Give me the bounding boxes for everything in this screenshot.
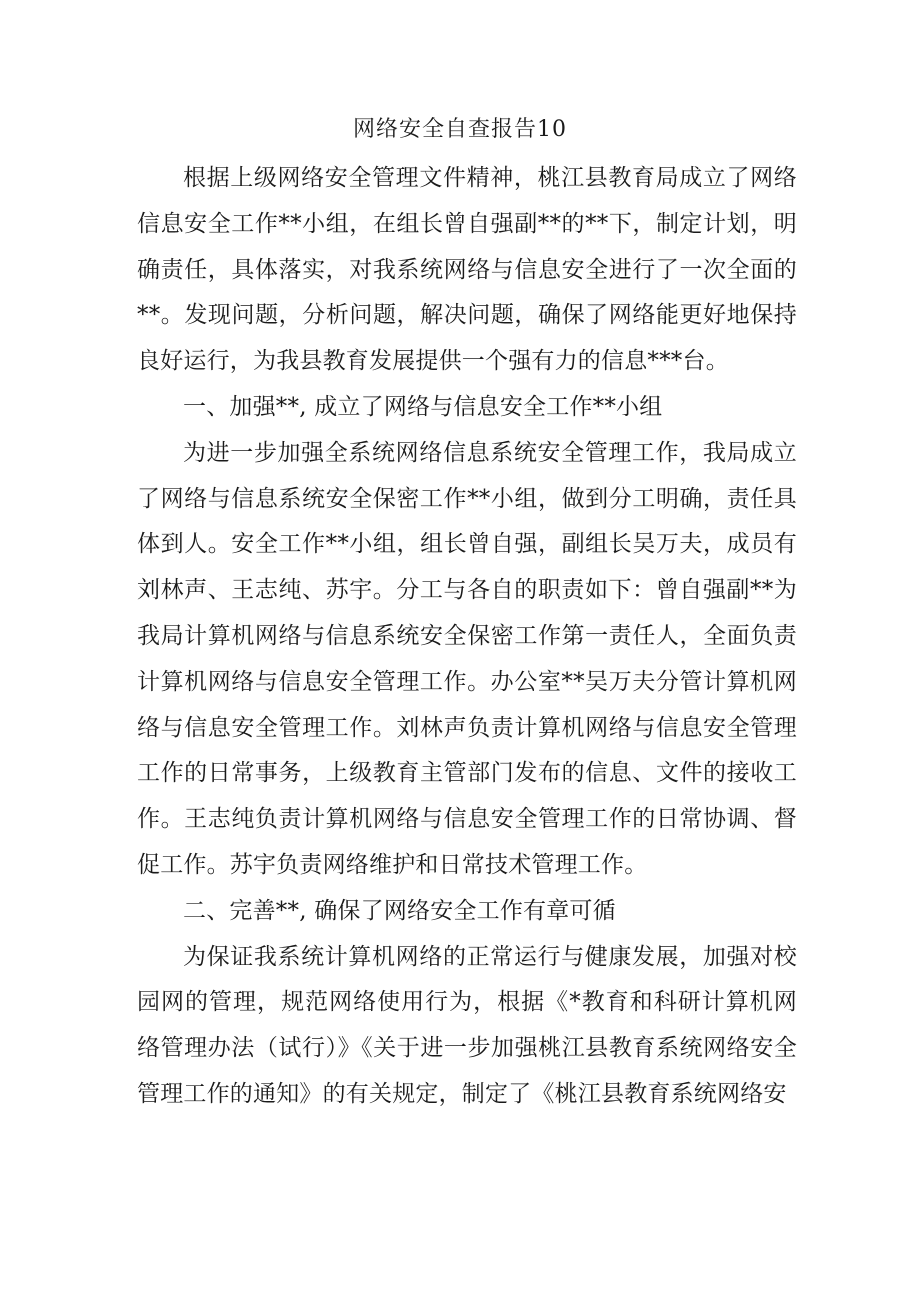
paragraph-section-1: 为进一步加强全系统网络信息系统安全管理工作，我局成立了网络与信息系统安全保密工作**小组，做到分工明确，责任具体到人。安全工作**小组，组长曾自强，副组长吴万夫，成员有刘林声、王志纯、苏宇。分工与各自的职责如下：曾自强副**为我局计算机网络与信息系统安全保密工作第一责任人，全面负责计算机网络与信息安全管理工作。办公室**吴万夫分管计算机网络与信息安全管理工作。刘林声负责计算机网络与信息安全管理工作的日常事务，上级教育主管部门发布的信息、文件的接收工作。王志纯负责计算机网络与信息安全管理工作的日常协调、督促工作。苏宇负责网络维护和日常技术管理工作。	[137, 439, 797, 878]
section-heading-1: 一、加强**, 成立了网络与信息安全工作**小组	[183, 393, 663, 420]
paragraph-intro: 根据上级网络安全管理文件精神，桃江县教育局成立了网络信息安全工作**小组，在组长曾自强副**的**下，制定计划，明确责任，具体落实，对我系统网络与信息安全进行了一次全面的**。发现问题，分析问题，解决问题，确保了网络能更好地保持良好运行，为我县教育发展提供一个强有力的信息***台。	[137, 165, 797, 375]
document-body	[137, 156, 797, 1118]
paragraph-section-2: 为保证我系统计算机网络的正常运行与健康发展，加强对校园网的管理，规范网络使用行为，根据《*教育和科研计算机网络管理办法（试行）》《关于进一步加强桃江县教育系统网络安全管理工作的通知》的有关规定，制定了《桃江县教育系统网络安	[137, 943, 797, 1107]
section-heading-2: 二、完善**, 确保了网络安全工作有章可循	[183, 897, 616, 924]
document-title: 网络安全自查报告10	[353, 117, 567, 142]
